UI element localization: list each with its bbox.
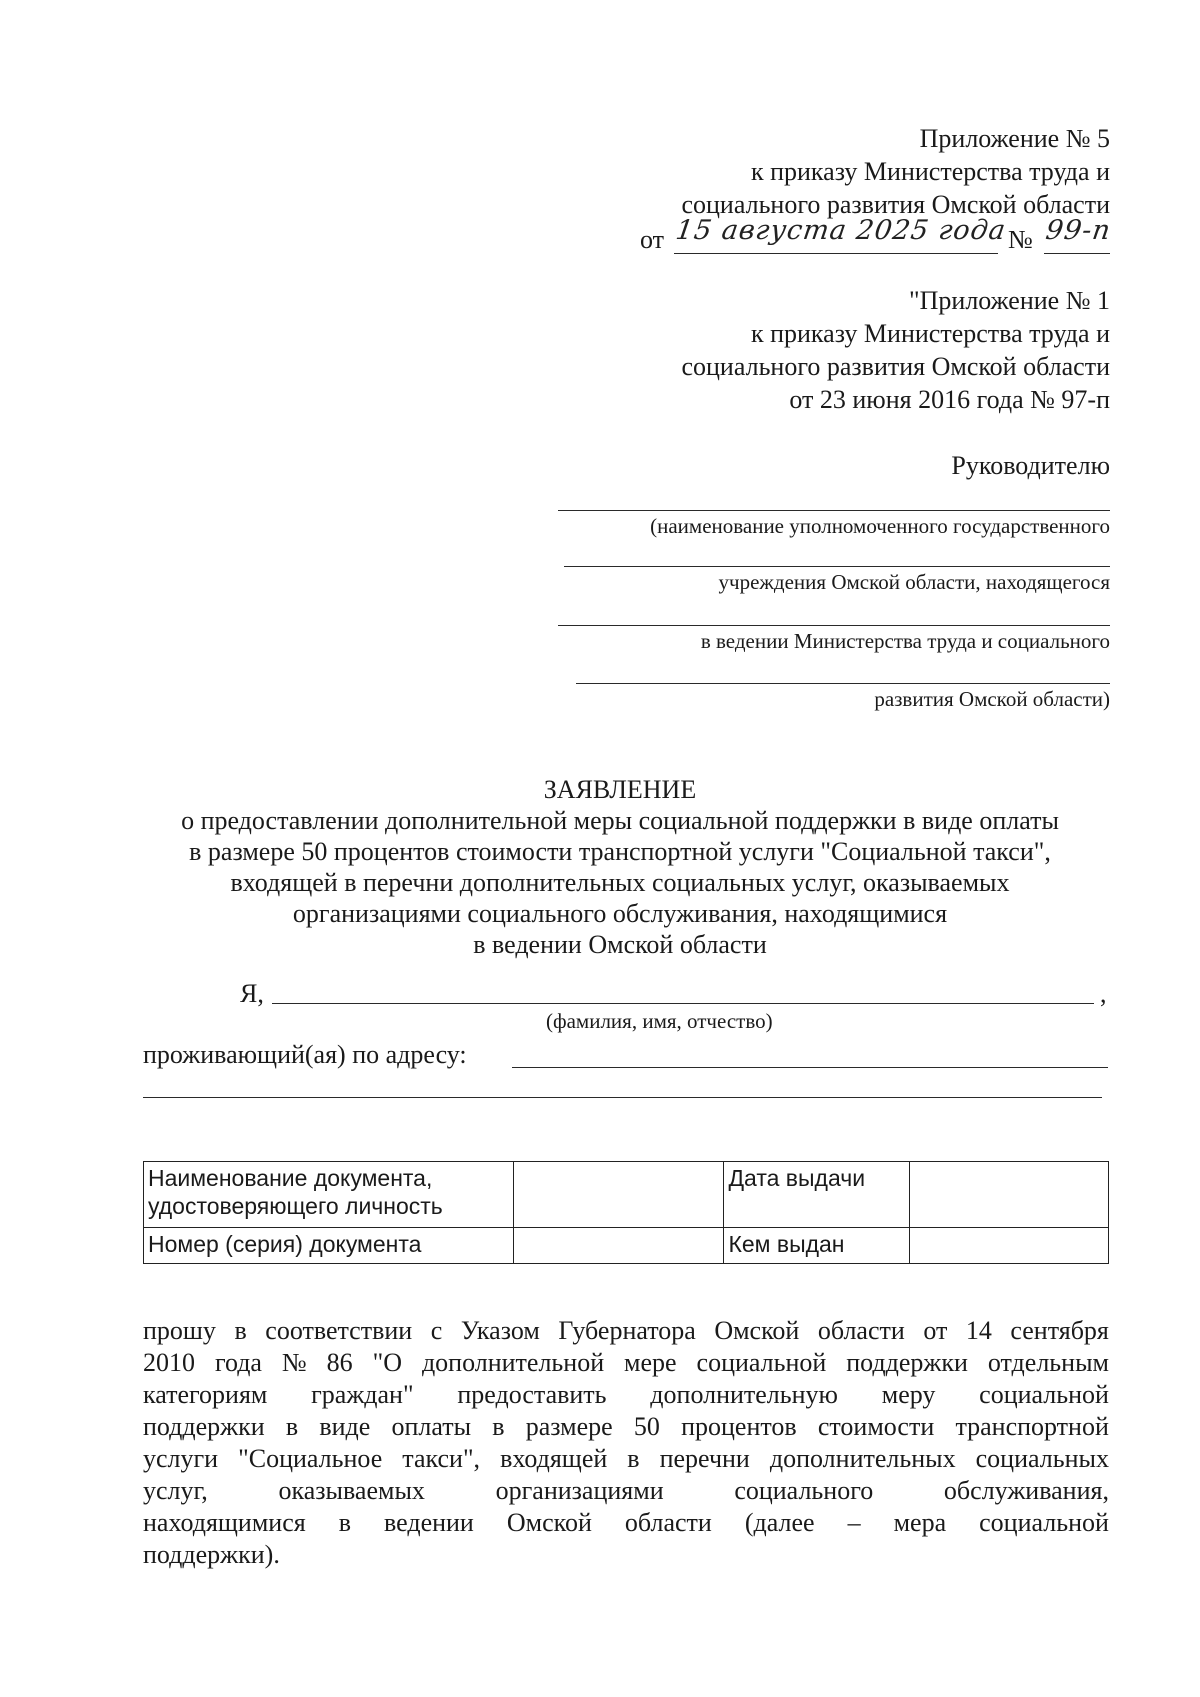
paragraph-line: находящимися в ведении Омской области (далее – мера социальной xyxy=(143,1508,1109,1537)
address-label: проживающий(ая) по адресу: xyxy=(143,1040,467,1069)
addressee-hint-4: развития Омской области) xyxy=(874,687,1110,711)
paragraph-last-line: поддержки). xyxy=(143,1540,280,1569)
paragraph-line: прошу в соответствии с Указом Губернатора Омской области от 14 сентября xyxy=(143,1316,1109,1345)
statement-title xyxy=(120,774,1120,960)
applicant-comma: , xyxy=(1100,979,1107,1008)
doc-name-value-cell[interactable] xyxy=(513,1162,724,1228)
doc-number-label-cell: Номер (серия) документа xyxy=(144,1228,514,1264)
doc-name-label-line-1: Наименование документа, xyxy=(148,1165,433,1191)
number-underline xyxy=(1044,253,1110,254)
annex1-line1: "Приложение № 1 xyxy=(909,286,1110,315)
table-row xyxy=(144,1228,1109,1264)
issued-by-label-cell: Кем выдан xyxy=(724,1228,910,1264)
title-line-3: входящей в перечни дополнительных социальных услуг, оказываемых xyxy=(230,868,1010,897)
annex1-line4: от 23 июня 2016 года № 97-п xyxy=(789,385,1110,414)
issued-by-value-cell[interactable] xyxy=(910,1228,1109,1264)
doc-name-label-cell xyxy=(144,1162,514,1228)
paragraph-line: услуг, оказываемых организациями социального обслуживания, xyxy=(143,1476,1109,1505)
title-main: ЗАЯВЛЕНИЕ xyxy=(543,775,697,804)
paragraph-line: 2010 года № 86 "О дополнительной мере социальной поддержки отдельным xyxy=(143,1348,1109,1377)
addressee-line-4 xyxy=(576,683,1110,684)
doc-number-value-cell[interactable] xyxy=(513,1228,724,1264)
applicant-i-label: Я, xyxy=(240,979,264,1008)
identity-document-table xyxy=(143,1161,1109,1264)
handwritten-date: 15 августа 2025 года xyxy=(673,215,1009,246)
paragraph-line: услуги "Социальное такси", входящей в перечни дополнительных социальных xyxy=(143,1444,1109,1473)
annex5-no-label: № xyxy=(1008,225,1033,254)
fio-field-line[interactable] xyxy=(272,1003,1094,1004)
title-line-4: организациями социального обслуживания, находящимися xyxy=(292,899,948,928)
annex1-line2: к приказу Министерства труда и xyxy=(750,319,1110,348)
fio-hint: (фамилия, имя, отчество) xyxy=(546,1009,773,1033)
annex5-line3: социального развития Омской области xyxy=(681,190,1110,219)
addressee-line-2 xyxy=(564,566,1110,567)
table-row xyxy=(144,1162,1109,1228)
paragraph-line: категориям граждан" предоставить дополнительную меру социальной xyxy=(143,1380,1109,1409)
address-field-line-1[interactable] xyxy=(512,1067,1108,1068)
handwritten-number: 99-п xyxy=(1043,215,1114,246)
addressee-hint-1: (наименование уполномоченного государственного xyxy=(650,514,1110,538)
issue-date-label-cell: Дата выдачи xyxy=(724,1162,910,1228)
title-line-5: в ведении Омской области xyxy=(473,930,767,959)
addressee-line-1 xyxy=(558,510,1110,511)
title-line-2: в размере 50 процентов стоимости транспортной услуги "Социальной такси", xyxy=(189,837,1051,866)
annex5-line2: к приказу Министерства труда и xyxy=(750,157,1110,186)
addressee-hint-2: учреждения Омской области, находящегося xyxy=(718,570,1110,594)
issue-date-value-cell[interactable] xyxy=(910,1162,1109,1228)
address-field-line-2[interactable] xyxy=(143,1097,1102,1098)
doc-name-label-line-2: удостоверяющего личность xyxy=(148,1193,443,1219)
paragraph-line: поддержки в виде оплаты в размере 50 процентов стоимости транспортной xyxy=(143,1412,1109,1441)
request-paragraph xyxy=(143,1315,1109,1571)
annex5-from-label: от xyxy=(640,225,665,254)
addressee-hint-3: в ведении Министерства труда и социального xyxy=(700,629,1110,653)
annex1-line3: социального развития Омской области xyxy=(681,352,1110,381)
annex5-line1: Приложение № 5 xyxy=(919,124,1110,153)
title-line-1: о предоставлении дополнительной меры социальной поддержки в виде оплаты xyxy=(181,806,1059,835)
date-underline xyxy=(674,253,998,254)
addressee-line-3 xyxy=(558,625,1110,626)
addressee-to: Руководителю xyxy=(951,451,1110,480)
